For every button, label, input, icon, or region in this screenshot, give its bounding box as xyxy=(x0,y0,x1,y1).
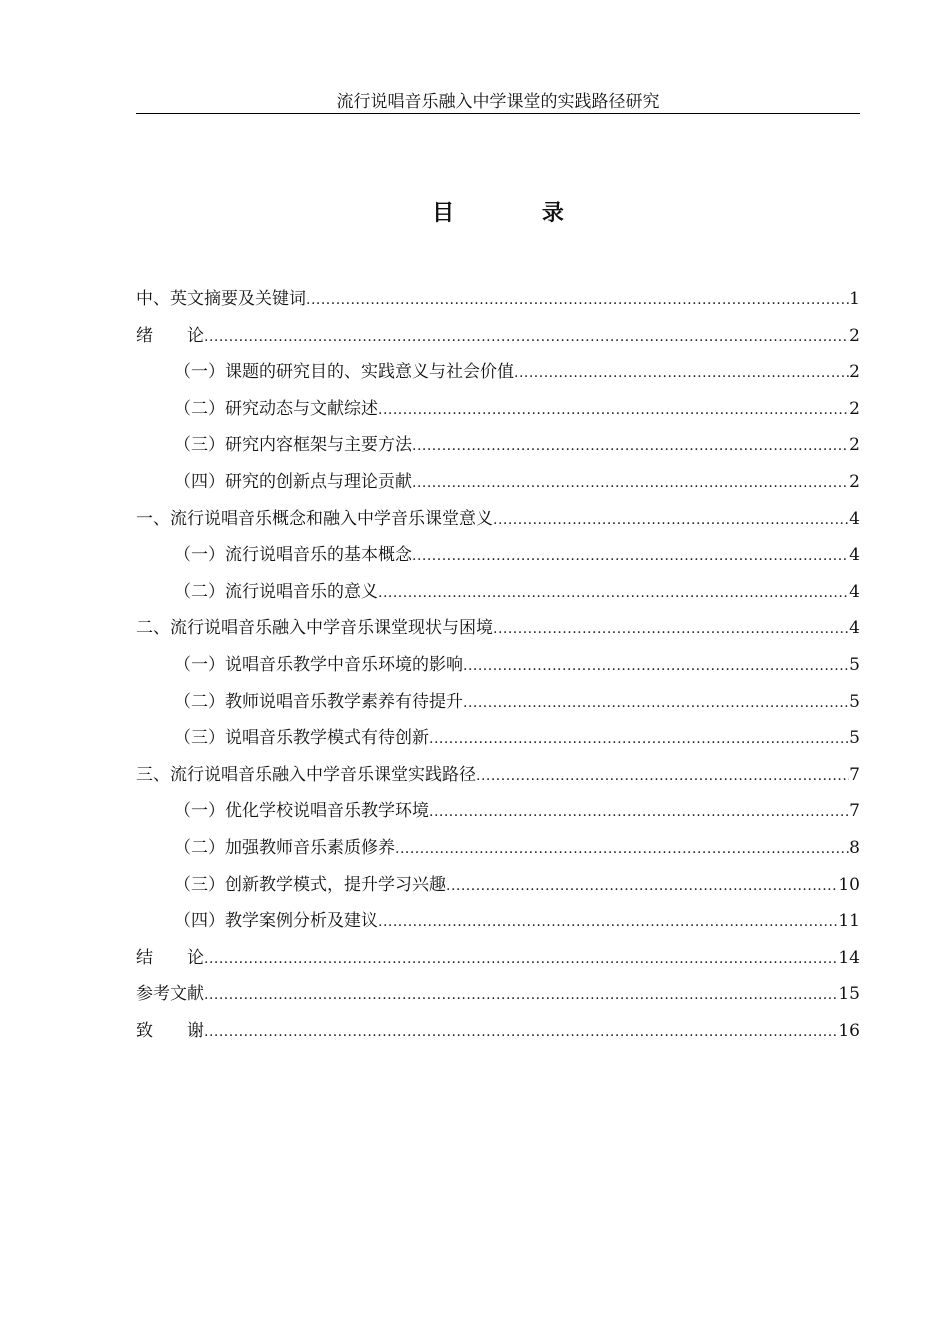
toc-leader-dots xyxy=(429,799,849,825)
toc-entry[interactable] xyxy=(136,945,860,982)
toc-entry-label: 绪 论 xyxy=(136,325,204,346)
toc-leader-dots xyxy=(378,397,849,423)
toc-entry[interactable] xyxy=(136,908,860,945)
toc-leader-dots xyxy=(378,580,849,606)
toc-leader-dots xyxy=(378,909,838,935)
toc-entry-page: 2 xyxy=(849,435,860,456)
toc-entry-label: 致 谢 xyxy=(136,1020,204,1041)
toc-title: 目 录 xyxy=(432,200,604,226)
toc-entry-page: 7 xyxy=(849,801,860,822)
toc-entry-label: 二、流行说唱音乐融入中学音乐课堂现状与困境 xyxy=(136,618,493,639)
toc-entry-label: 一、流行说唱音乐概念和融入中学音乐课堂意义 xyxy=(136,508,493,529)
toc-leader-dots xyxy=(204,982,838,1008)
toc-entry-page: 4 xyxy=(849,545,860,566)
toc-entry[interactable] xyxy=(136,542,860,579)
toc-leader-dots xyxy=(429,726,849,752)
toc-entry-label: 结 论 xyxy=(136,947,204,968)
toc-leader-dots xyxy=(204,946,838,972)
toc-leader-dots xyxy=(395,836,849,862)
toc-leader-dots xyxy=(412,470,849,496)
toc-entry-label: （二）加强教师音乐素质修养 xyxy=(174,837,395,858)
toc-entry[interactable] xyxy=(136,615,860,652)
toc-entry-label: （三）说唱音乐教学模式有待创新 xyxy=(174,728,429,749)
toc-entry-page: 2 xyxy=(849,398,860,419)
toc-entry-label: （一）流行说唱音乐的基本概念 xyxy=(174,545,412,566)
toc-entry[interactable] xyxy=(136,359,860,396)
toc-leader-dots xyxy=(306,287,849,313)
toc-entry-page: 7 xyxy=(849,764,860,785)
toc-entry-page: 8 xyxy=(849,837,860,858)
toc-entry-label: （一）课题的研究目的、实践意义与社会价值 xyxy=(174,362,514,383)
toc-leader-dots xyxy=(493,616,849,642)
toc-entry-label: （一）优化学校说唱音乐教学环境 xyxy=(174,801,429,822)
toc-leader-dots xyxy=(514,360,849,386)
toc-entry[interactable] xyxy=(136,798,860,835)
toc-entry-label: （二）教师说唱音乐教学素养有待提升 xyxy=(174,691,463,712)
toc-entry[interactable] xyxy=(136,835,860,872)
toc-entry-label: （三）研究内容框架与主要方法 xyxy=(174,435,412,456)
toc-entry[interactable] xyxy=(136,981,860,1018)
table-of-contents xyxy=(136,286,860,1054)
toc-entry[interactable] xyxy=(136,1018,860,1055)
toc-leader-dots xyxy=(204,324,849,350)
toc-entry[interactable] xyxy=(136,762,860,799)
toc-entry-label: 中、英文摘要及关键词 xyxy=(136,289,306,309)
toc-entry-label: （一）说唱音乐教学中音乐环境的影响 xyxy=(174,654,463,675)
toc-entry[interactable] xyxy=(136,652,860,689)
toc-entry-page: 14 xyxy=(838,947,860,968)
toc-entry-page: 5 xyxy=(849,654,860,675)
toc-leader-dots xyxy=(463,653,849,679)
toc-entry-page: 5 xyxy=(849,691,860,712)
toc-entry-label: 三、流行说唱音乐融入中学音乐课堂实践路径 xyxy=(136,764,476,785)
toc-entry-page: 2 xyxy=(849,325,860,346)
toc-leader-dots xyxy=(446,873,838,899)
toc-entry[interactable] xyxy=(136,469,860,506)
toc-entry[interactable] xyxy=(136,725,860,762)
toc-entry-label: 参考文献 xyxy=(136,984,204,1005)
toc-leader-dots xyxy=(412,433,849,459)
toc-entry-page: 11 xyxy=(838,911,860,932)
toc-entry-label: （二）研究动态与文献综述 xyxy=(174,398,378,419)
toc-leader-dots xyxy=(476,763,849,789)
toc-entry[interactable] xyxy=(136,286,860,323)
toc-entry-label: （四）研究的创新点与理论贡献 xyxy=(174,471,412,492)
toc-entry-page: 10 xyxy=(838,874,860,895)
toc-entry[interactable] xyxy=(136,579,860,616)
toc-entry-page: 2 xyxy=(849,362,860,383)
toc-leader-dots xyxy=(463,690,849,716)
toc-entry[interactable] xyxy=(136,396,860,433)
toc-leader-dots xyxy=(204,1019,838,1045)
toc-entry-label: （二）流行说唱音乐的意义 xyxy=(174,581,378,602)
toc-entry-page: 4 xyxy=(849,618,860,639)
toc-entry-page: 4 xyxy=(849,581,860,602)
toc-leader-dots xyxy=(493,507,849,533)
toc-entry-page: 16 xyxy=(838,1020,860,1041)
toc-entry[interactable] xyxy=(136,872,860,909)
toc-entry-page: 2 xyxy=(849,471,860,492)
toc-leader-dots xyxy=(412,543,849,569)
toc-entry[interactable] xyxy=(136,506,860,543)
toc-entry-page: 5 xyxy=(849,728,860,749)
toc-entry-page: 15 xyxy=(838,984,860,1005)
toc-entry-page: 4 xyxy=(849,508,860,529)
toc-entry-page: 1 xyxy=(849,289,860,309)
toc-entry[interactable] xyxy=(136,432,860,469)
toc-entry[interactable] xyxy=(136,323,860,360)
running-header: 流行说唱音乐融入中学课堂的实践路径研究 xyxy=(136,92,860,114)
toc-entry[interactable] xyxy=(136,689,860,726)
toc-entry-label: （四）教学案例分析及建议 xyxy=(174,911,378,932)
toc-entry-label: （三）创新教学模式，提升学习兴趣 xyxy=(174,874,446,895)
